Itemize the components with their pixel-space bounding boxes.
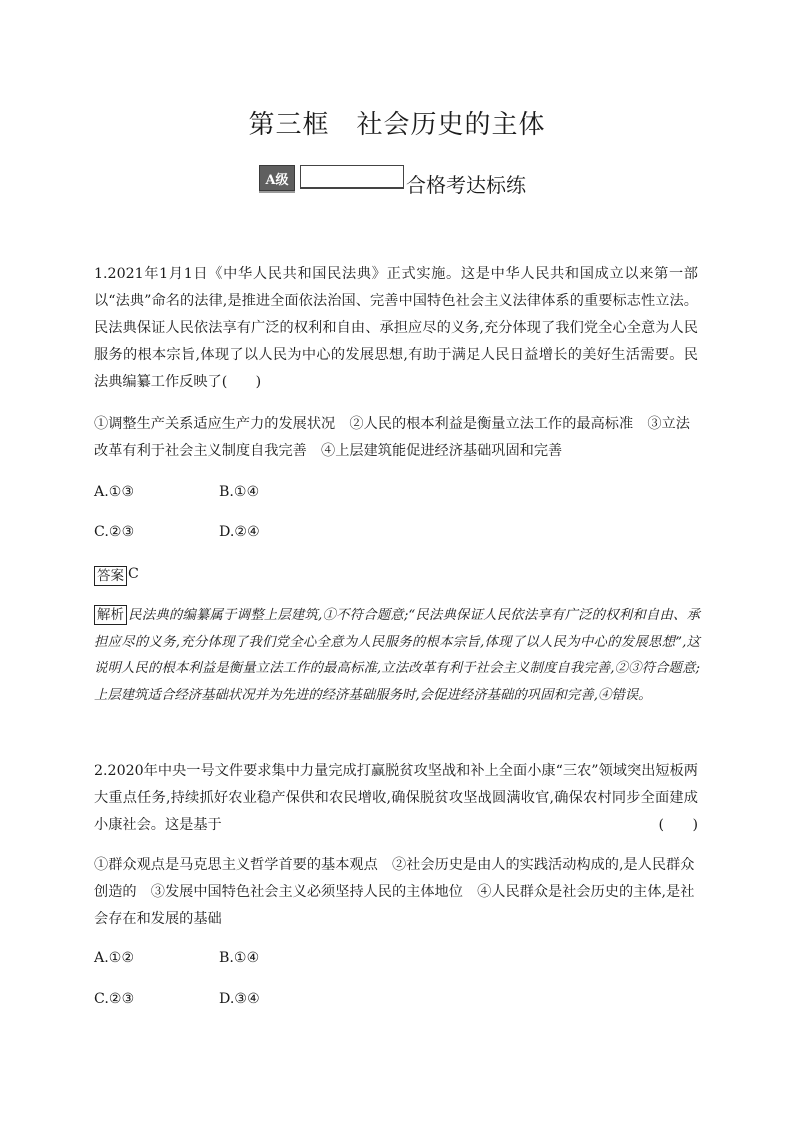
choice-c[interactable]: C.②③ xyxy=(94,524,135,540)
choice-b[interactable]: B.①④ xyxy=(219,950,260,966)
question-1-stem: 1.2021年1月1日《中华人民共和国民法典》正式实施。这是中华人民共和国成立以来第一部以“法典”命名的法律,是推进全面依法治国、完善中国特色社会主义法律体系的重要标志性立法。民法典保证人民依法享有广泛的权利和自由、承担应尽的义务,充分体现了我们党全心全意为人民服务的根本宗旨,体现了以人民为中心的发展思想,有助于满足人民日益增长的美好生活需要。民法典编纂工作反映了( ) xyxy=(94,266,698,390)
choice-d[interactable]: D.③④ xyxy=(219,991,260,1007)
choice-d[interactable]: D.②④ xyxy=(219,524,260,540)
question-1-choices-row-1 xyxy=(94,484,259,500)
page-title: 第三框 社会历史的主体 xyxy=(248,110,546,140)
question-2-statement-text: ①群众观点是马克思主义哲学首要的基本观点 ②社会历史是由人的实践活动构成的,是人民群众创造的 ③发展中国特色社会主义必须坚持人民的主体地位 ④人民群众是社会历史的主体,是社会存在和发展的基础 xyxy=(94,857,695,927)
level-badge: A级 xyxy=(259,165,295,191)
choice-a[interactable]: A.①③ xyxy=(94,484,135,500)
answer-value: C xyxy=(128,566,139,582)
level-blank-box xyxy=(300,165,404,189)
level-label: 合格考达标练 xyxy=(406,173,526,197)
question-2-statements xyxy=(94,852,698,933)
question-1-answer xyxy=(94,566,139,586)
question-2-answer-bracket: ( ) xyxy=(658,817,698,833)
answer-tag: 答案 xyxy=(94,566,127,586)
question-2 xyxy=(94,758,698,839)
analysis-tag: 解析 xyxy=(94,605,127,625)
level-header xyxy=(259,165,526,197)
question-2-stem-text: 2.2020年中央一号文件要求集中力量完成打赢脱贫攻坚战和补上全面小康“三农”领域突出短板两大重点任务,持续抓好农业稳产保供和农民增收,确保脱贫攻坚战圆满收官,确保农村同步全面建成小康社会。这是基于 xyxy=(94,763,698,833)
question-1-choices-row-2 xyxy=(94,524,260,540)
choice-c[interactable]: C.②③ xyxy=(94,991,135,1007)
question-1-statement-text: ①调整生产关系适应生产力的发展状况 ②人民的根本利益是衡量立法工作的最高标准 ③立法改革有利于社会主义制度自我完善 ④上层建筑能促进经济基础巩固和完善 xyxy=(94,416,690,459)
question-1-analysis xyxy=(94,603,700,709)
question-2-stem xyxy=(94,758,698,839)
analysis-text: 民法典的编纂属于调整上层建筑,①不符合题意;“民法典保证人民依法享有广泛的权利和自由、承担应尽的义务,充分体现了我们党全心全意为人民服务的根本宗旨,体现了以人民为中心的发展思想”,这说明人民的根本利益是衡量立法工作的最高标准,立法改革有利于社会主义制度自我完善,②③符合题意;上层建筑适合经济基础状况并为先进的经济基础服务时,会促进经济基础的巩固和完善,④错误。 xyxy=(94,608,700,703)
choice-b[interactable]: B.①④ xyxy=(219,484,260,500)
question-2-choices-row-1 xyxy=(94,950,259,966)
choice-a[interactable]: A.①② xyxy=(94,950,135,966)
question-2-choices-row-2 xyxy=(94,991,260,1007)
question-1-statements xyxy=(94,411,698,465)
question-1 xyxy=(94,261,698,396)
